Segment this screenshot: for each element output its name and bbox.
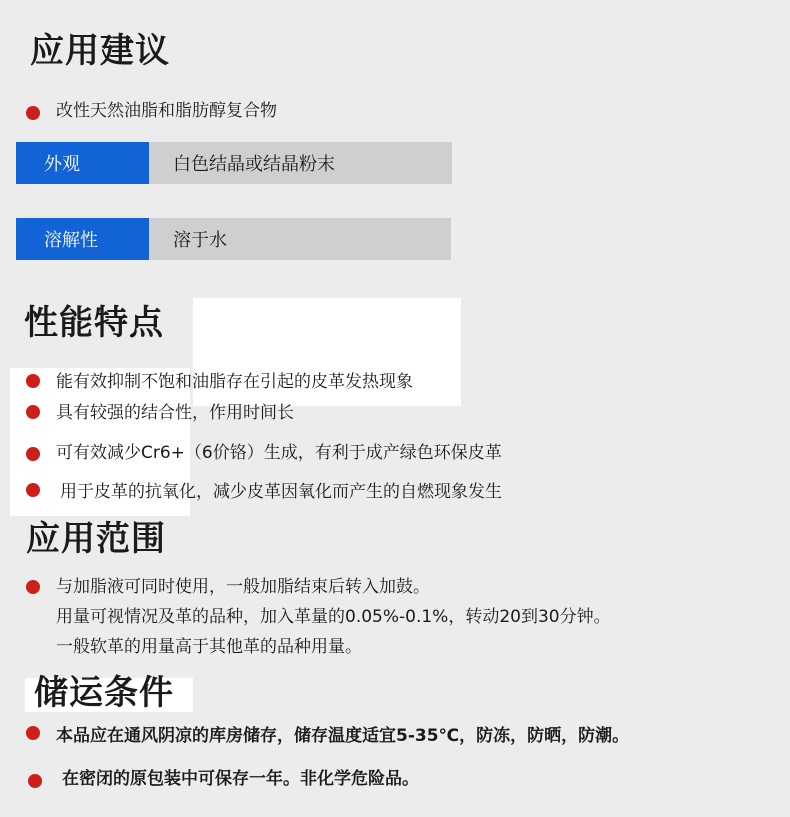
section-heading-application: 应用建议 — [30, 31, 170, 71]
composition-text: 改性天然油脂和脂肪醇复合物 — [56, 101, 277, 121]
spec-value: 白色结晶或结晶粉末 — [149, 142, 452, 184]
spec-key: 溶解性 — [16, 218, 149, 260]
bullet-icon — [26, 580, 40, 594]
feature-item: 用于皮革的抗氧化，减少皮革因氧化而产生的自燃现象发生 — [60, 482, 502, 502]
feature-item: 具有较强的结合性，作用时间长 — [56, 403, 294, 423]
spec-value: 溶于水 — [149, 218, 451, 260]
section-heading-usage: 应用范围 — [26, 519, 166, 559]
spec-row-appearance — [16, 142, 452, 184]
storage-item: 本品应在通风阴凉的库房储存，储存温度适宜5-35℃，防冻，防晒，防潮。 — [56, 726, 630, 746]
section-heading-features: 性能特点 — [24, 303, 164, 343]
bullet-icon — [26, 726, 40, 740]
usage-line: 与加脂液可同时使用，一般加脂结束后转入加鼓。 — [56, 577, 430, 597]
bullet-icon — [26, 447, 40, 461]
section-heading-storage: 储运条件 — [34, 673, 174, 713]
usage-line: 用量可视情况及革的品种，加入革量的0.05%-0.1%，转动20到30分钟。 — [56, 607, 611, 627]
feature-item: 能有效抑制不饱和油脂存在引起的皮革发热现象 — [56, 372, 413, 392]
bullet-icon — [26, 106, 40, 120]
bullet-icon — [28, 774, 42, 788]
bullet-icon — [26, 374, 40, 388]
bullet-icon — [26, 483, 40, 497]
spec-row-solubility — [16, 218, 451, 260]
spec-key: 外观 — [16, 142, 149, 184]
storage-item: 在密闭的原包装中可保存一年。非化学危险品。 — [62, 769, 419, 789]
usage-line: 一般软革的用量高于其他革的品种用量。 — [56, 637, 362, 657]
bullet-icon — [26, 405, 40, 419]
feature-item: 可有效减少Cr6+（6价铬）生成，有利于成产绿色环保皮革 — [56, 443, 502, 463]
